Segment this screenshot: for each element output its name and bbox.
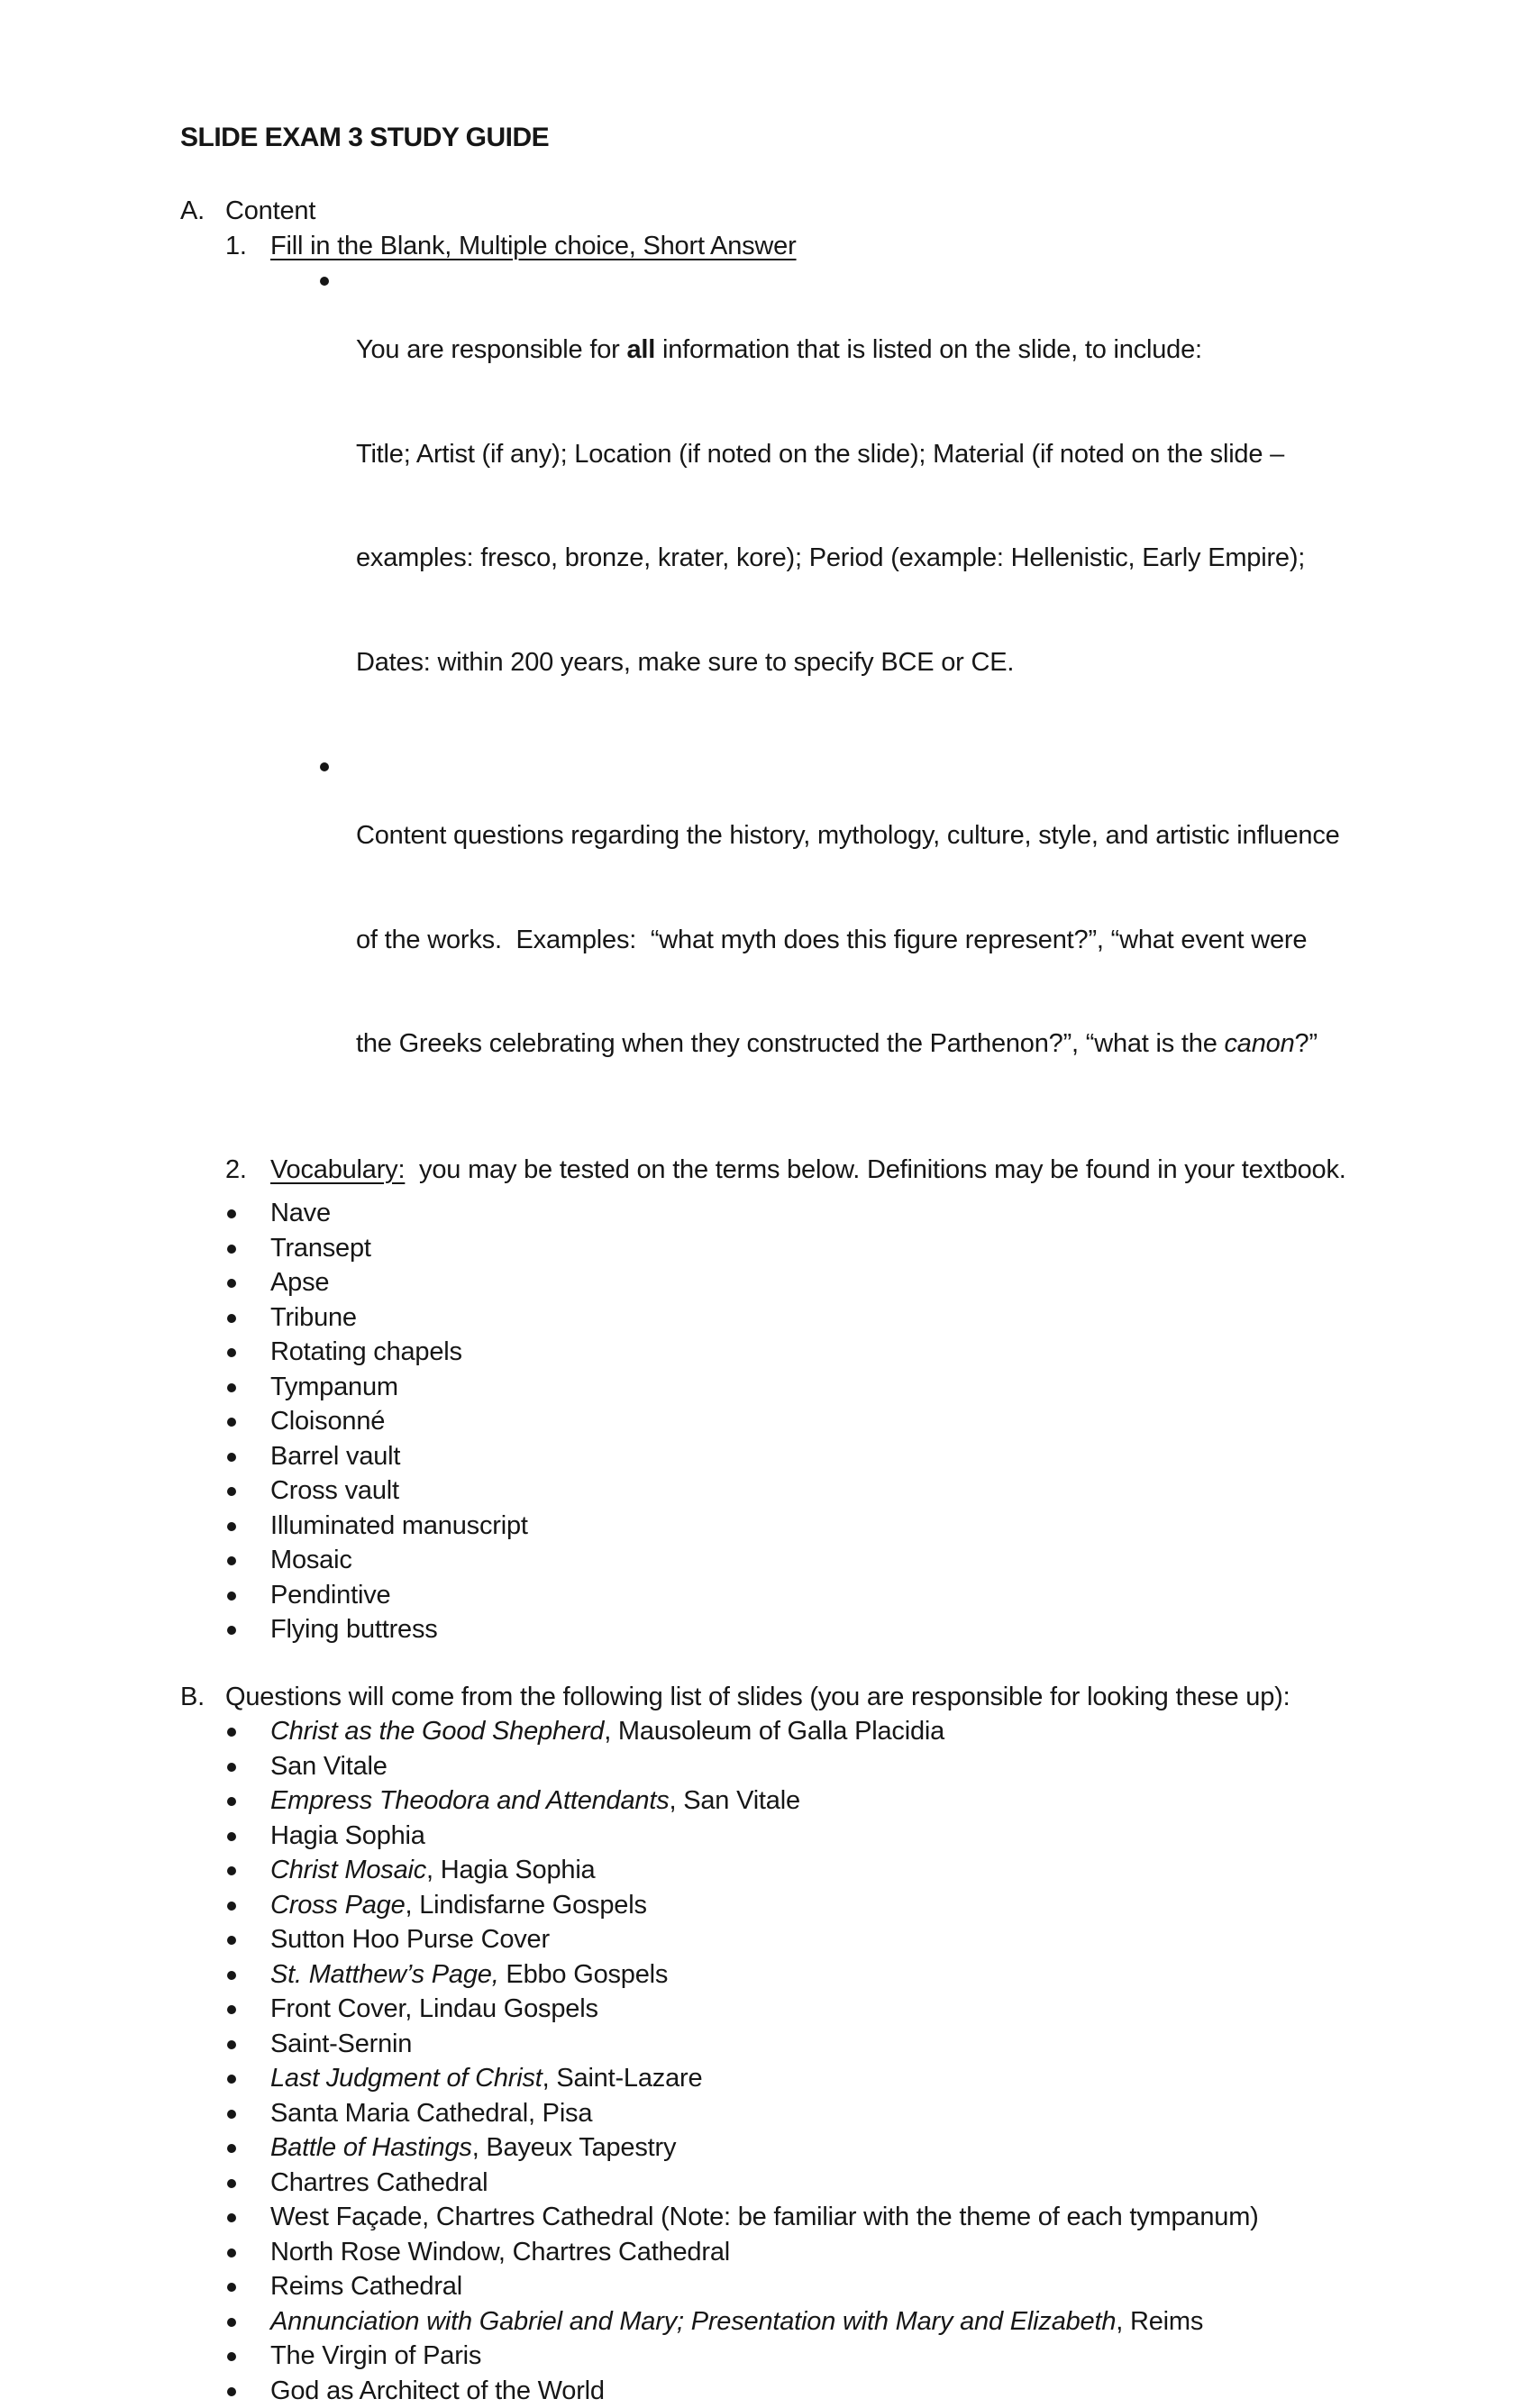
section-b-heading: Questions will come from the following list of slides (you are responsible for looking these up): — [225, 1680, 1290, 1715]
bullet-icon — [225, 2061, 270, 2084]
slide-title-italic: St. Matthew’s Page, — [270, 1960, 499, 1989]
slide-item-row — [225, 1853, 1496, 1888]
slide-item-row — [225, 2096, 1496, 2131]
slide-item — [270, 1749, 388, 1784]
paragraph-line: Dates: within 200 years, make sure to specify BCE or CE. — [356, 645, 1305, 680]
bullet-dot — [227, 1626, 236, 1635]
slide-item — [270, 1922, 550, 1957]
slide-item-row — [225, 1783, 1496, 1819]
bullet-icon — [225, 2339, 270, 2361]
bullet-icon — [225, 2269, 270, 2292]
bullet-dot — [227, 1763, 236, 1772]
italic-text-run: canon — [1225, 1029, 1295, 1058]
bullet-icon — [225, 1543, 270, 1565]
bullet-icon — [225, 1612, 270, 1635]
vocab-term-row — [225, 1196, 1496, 1231]
slide-item-row — [225, 2269, 1496, 2304]
bullet-dot — [227, 2179, 236, 2188]
bullet-icon — [225, 1749, 270, 1772]
section-b-label: B. — [180, 1680, 225, 1715]
vocab-term-row — [225, 1543, 1496, 1578]
text-run: You are responsible for — [356, 335, 626, 364]
slide-item-row — [225, 1749, 1496, 1784]
vocab-term-row — [225, 1473, 1496, 1509]
slide-text: , Mausoleum of Galla Placidia — [604, 1717, 944, 1746]
vocab-term: Transept — [270, 1231, 371, 1266]
slide-text: Santa Maria Cathedral, Pisa — [270, 2099, 592, 2128]
bullet-dot — [227, 1832, 236, 1841]
bullet-icon — [225, 1335, 270, 1357]
slide-text: Chartres Cathedral — [270, 2168, 488, 2197]
bold-text-run: all — [626, 335, 655, 364]
section-a-heading-row — [180, 194, 1496, 229]
bullet-dot — [227, 1279, 236, 1288]
bullet-dot — [227, 1971, 236, 1980]
bullet-icon — [225, 1404, 270, 1427]
bullet-dot — [227, 1866, 236, 1875]
vocab-term-row — [225, 1404, 1496, 1439]
text-run: the Greeks celebrating when they constructed the Parthenon?”, “what is the — [356, 1029, 1225, 1058]
slide-item-row — [225, 2027, 1496, 2062]
slide-title-italic: Annunciation with Gabriel and Mary; Presentation with Mary and Elizabeth — [270, 2307, 1116, 2336]
slide-text: God as Architect of the World — [270, 2376, 605, 2405]
slide-title-italic: Christ as the Good Shepherd — [270, 1717, 604, 1746]
bullet-icon — [225, 1300, 270, 1323]
doc-title: SLIDE EXAM 3 STUDY GUIDE — [180, 120, 1496, 156]
vocab-list — [180, 1196, 1496, 1647]
vocab-term-row — [225, 1231, 1496, 1266]
vocab-term: Flying buttress — [270, 1612, 438, 1647]
slide-text: , Reims — [1116, 2307, 1203, 2336]
slide-text: The Virgin of Paris — [270, 2341, 481, 2370]
vocab-term-row — [225, 1265, 1496, 1300]
vocab-term: Cloisonné — [270, 1404, 385, 1439]
bullet-dot — [320, 277, 329, 286]
slide-text: Ebbo Gospels — [499, 1960, 669, 1989]
slide-item-row — [225, 2339, 1496, 2374]
bullet-dot — [227, 1797, 236, 1806]
vocab-term-row — [225, 1509, 1496, 1544]
slide-item-row — [225, 2235, 1496, 2270]
slide-text: Reims Cathedral — [270, 2272, 462, 2301]
section-a-heading: Content — [225, 194, 315, 229]
bullet-icon — [225, 2166, 270, 2188]
bullet-icon — [225, 2235, 270, 2258]
bullet-dot — [227, 2283, 236, 2292]
bullet-dot — [227, 1245, 236, 1254]
bullet-dot — [227, 2110, 236, 2119]
slide-item — [270, 2374, 605, 2408]
bullet-icon — [225, 1439, 270, 1462]
paragraph-line: examples: fresco, bronze, krater, kore); Period (example: Hellenistic, Early Empire); — [356, 541, 1305, 576]
slide-item-row — [225, 2061, 1496, 2096]
slide-title-italic: Christ Mosaic — [270, 1856, 426, 1884]
bullet-icon — [225, 1473, 270, 1496]
slide-item-row — [225, 1819, 1496, 1854]
slide-item — [270, 2166, 488, 2201]
bullet-dot — [227, 2075, 236, 2084]
slide-text: Hagia Sophia — [270, 1821, 425, 1850]
vocab-term-row — [225, 1612, 1496, 1647]
item2-label: 2. — [225, 1153, 270, 1188]
vocab-term-row — [225, 1370, 1496, 1405]
slide-item — [270, 2304, 1203, 2340]
bullet-icon — [225, 2374, 270, 2396]
slide-item-row — [225, 1922, 1496, 1957]
slide-item — [270, 2061, 702, 2096]
bullet-icon — [225, 1370, 270, 1392]
bullet-dot — [227, 1487, 236, 1496]
slide-item-row — [225, 1888, 1496, 1923]
item1-label: 1. — [225, 229, 270, 264]
slide-item — [270, 1957, 668, 1993]
vocab-term-row — [225, 1439, 1496, 1474]
slide-text: , Saint-Lazare — [543, 2064, 703, 2093]
bullet-icon — [225, 2200, 270, 2222]
vocab-term: Cross vault — [270, 1473, 399, 1509]
slide-item — [270, 2269, 462, 2304]
bullet-dot — [227, 2144, 236, 2153]
bullet-icon — [225, 1853, 270, 1875]
slide-item — [270, 1992, 598, 2027]
bullet-dot — [227, 1592, 236, 1601]
slide-item-row — [225, 2374, 1496, 2408]
slide-item-row — [225, 2130, 1496, 2166]
item1-bullet2-row — [318, 749, 1496, 1131]
slide-item — [270, 2027, 412, 2062]
slide-text: West Façade, Chartres Cathedral (Note: be familiar with the theme of each tympanum) — [270, 2203, 1259, 2231]
paragraph-line: Content questions regarding the history, mythology, culture, style, and artistic influence — [356, 818, 1340, 853]
bullet-dot — [227, 2040, 236, 2049]
item1-heading-row — [225, 229, 1496, 264]
slide-item-row — [225, 1992, 1496, 2027]
slide-item — [270, 2200, 1259, 2235]
bullet-icon — [225, 2130, 270, 2153]
vocab-term: Nave — [270, 1196, 331, 1231]
paragraph-line — [356, 333, 1305, 368]
slide-text: , San Vitale — [670, 1786, 800, 1815]
item1-bullet1-row — [318, 263, 1496, 749]
slide-item-row — [225, 2200, 1496, 2235]
slide-title-italic: Battle of Hastings — [270, 2133, 472, 2162]
slide-item — [270, 1853, 596, 1888]
vocab-term-row — [225, 1335, 1496, 1370]
slide-text: Saint-Sernin — [270, 2029, 412, 2058]
item1-bullet2-paragraph — [356, 749, 1340, 1131]
item1-heading: Fill in the Blank, Multiple choice, Short Answer — [270, 229, 797, 264]
bullet-dot — [227, 1728, 236, 1737]
bullet-dot — [227, 2318, 236, 2327]
slide-title-italic: Cross Page — [270, 1891, 406, 1920]
slide-item — [270, 2096, 592, 2131]
slide-item — [270, 1888, 647, 1923]
item2-heading-rest: you may be tested on the terms below. Definitions may be found in your textbook. — [405, 1155, 1345, 1184]
bullet-dot — [227, 2005, 236, 2014]
bullet-icon — [225, 1992, 270, 2014]
bullet-dot — [227, 1453, 236, 1462]
item2-heading — [270, 1153, 1346, 1188]
bullet-dot — [227, 2387, 236, 2396]
bullet-dot — [227, 1556, 236, 1565]
bullet-icon — [318, 749, 356, 771]
vocab-term: Pendintive — [270, 1578, 390, 1613]
vocab-term: Apse — [270, 1265, 329, 1300]
bullet-dot — [227, 2213, 236, 2222]
bullet-icon — [225, 1265, 270, 1288]
slide-title-italic: Empress Theodora and Attendants — [270, 1786, 670, 1815]
slide-item-row — [225, 1714, 1496, 1749]
bullet-dot — [227, 1418, 236, 1427]
bullet-icon — [225, 1196, 270, 1218]
bullet-dot — [227, 2352, 236, 2361]
slide-text: , Hagia Sophia — [426, 1856, 595, 1884]
slide-item-row — [225, 2304, 1496, 2340]
slide-item — [270, 1714, 944, 1749]
slide-text: , Lindisfarne Gospels — [406, 1891, 647, 1920]
bullet-dot — [227, 1348, 236, 1357]
item1-bullet1-paragraph — [356, 263, 1305, 749]
text-run: ?” — [1295, 1029, 1318, 1058]
bullet-dot — [227, 1522, 236, 1531]
slide-item-row — [225, 2166, 1496, 2201]
paragraph-line — [356, 1026, 1340, 1062]
bullet-icon — [225, 1922, 270, 1945]
slide-text: Sutton Hoo Purse Cover — [270, 1925, 550, 1954]
slide-text: San Vitale — [270, 1752, 388, 1781]
bullet-icon — [225, 2096, 270, 2119]
bullet-dot — [227, 1209, 236, 1218]
slide-item — [270, 2235, 730, 2270]
vocab-term-row — [225, 1300, 1496, 1336]
vocab-term: Tribune — [270, 1300, 357, 1336]
bullet-icon — [225, 1578, 270, 1601]
section-a-label: A. — [180, 194, 225, 229]
bullet-icon — [225, 1888, 270, 1911]
bullet-dot — [227, 1902, 236, 1911]
section-b-heading-row — [180, 1680, 1496, 1715]
vocab-term: Rotating chapels — [270, 1335, 462, 1370]
slide-item-row — [225, 1957, 1496, 1993]
bullet-dot — [227, 1383, 236, 1392]
bullet-dot — [227, 2248, 236, 2258]
vocab-term: Barrel vault — [270, 1439, 400, 1474]
vocab-term-row — [225, 1578, 1496, 1613]
slide-title-italic: Last Judgment of Christ — [270, 2064, 543, 2093]
vocab-term: Illuminated manuscript — [270, 1509, 528, 1544]
bullet-dot — [320, 762, 329, 771]
slide-item — [270, 2130, 676, 2166]
bullet-icon — [225, 2304, 270, 2327]
bullet-icon — [225, 1819, 270, 1841]
slide-list — [180, 1714, 1496, 2408]
slide-text: , Bayeux Tapestry — [472, 2133, 677, 2162]
bullet-icon — [225, 1714, 270, 1737]
slide-item — [270, 1819, 425, 1854]
vocab-term: Mosaic — [270, 1543, 352, 1578]
bullet-icon — [225, 2027, 270, 2049]
slide-item — [270, 1783, 800, 1819]
paragraph-line: of the works. Examples: “what myth does this figure represent?”, “what event were — [356, 923, 1340, 958]
bullet-icon — [225, 1783, 270, 1806]
slide-item — [270, 2339, 481, 2374]
bullet-dot — [227, 1936, 236, 1945]
vocab-term: Tympanum — [270, 1370, 398, 1405]
text-run: information that is listed on the slide, to include: — [655, 335, 1202, 364]
bullet-icon — [318, 263, 356, 286]
paragraph-line: Title; Artist (if any); Location (if noted on the slide); Material (if noted on the slide – — [356, 437, 1305, 472]
bullet-icon — [225, 1231, 270, 1254]
slide-text: Front Cover, Lindau Gospels — [270, 1994, 598, 2023]
slide-text: North Rose Window, Chartres Cathedral — [270, 2238, 730, 2267]
item2-heading-underlined: Vocabulary: — [270, 1155, 405, 1184]
item2-heading-row — [225, 1153, 1496, 1188]
bullet-icon — [225, 1509, 270, 1531]
bullet-dot — [227, 1314, 236, 1323]
bullet-icon — [225, 1957, 270, 1980]
